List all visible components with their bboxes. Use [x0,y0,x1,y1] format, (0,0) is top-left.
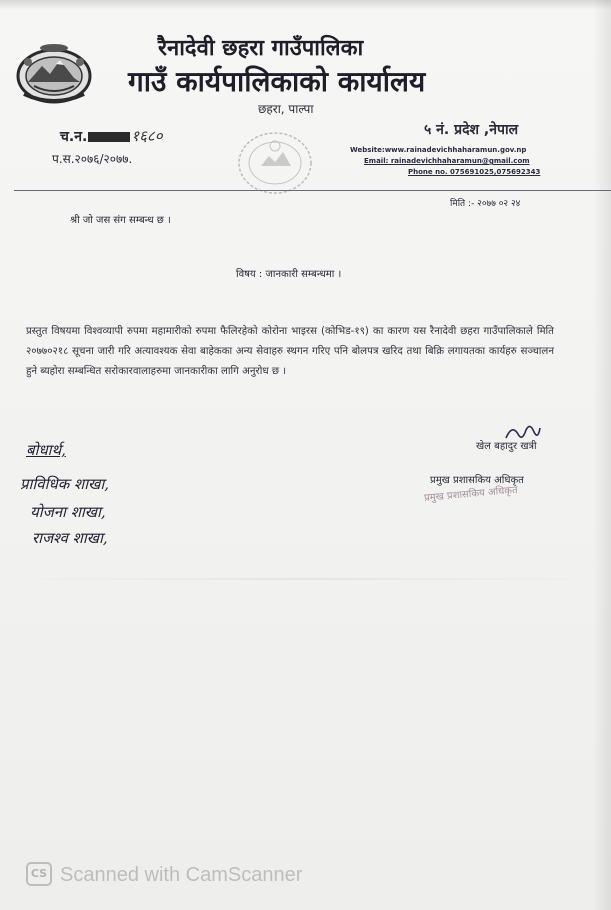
cc-heading: बोधार्थ, [26,441,66,459]
cc-item: राजश्व शाखा, [32,529,108,547]
office-stamp-icon [235,128,315,198]
phone-text: Phone no. 075691025,075692343 [408,168,541,176]
camscanner-watermark: Scanned with CamScanner [60,864,303,886]
cc-item: योजना शाखा, [30,503,106,521]
letter-number-prefix: च.न. [60,129,88,145]
addressee: श्री जो जस संग सम्बन्ध छ । [70,215,171,226]
letter-number-value: १६८० [131,127,163,145]
province: ५ नं. प्रदेश ,नेपाल [424,122,519,138]
signatory-title: प्रमुख प्रशासकिय अधिकृत [430,475,524,486]
paper-fold-shadow [0,578,611,580]
letter-number [60,126,163,146]
municipality-name: रैनादेवी छहरा गाउँपालिका [158,36,364,61]
office-location: छहरा, पाल्पा [258,102,314,116]
camscanner-logo-icon: CS [26,862,52,886]
cc-item: प्राविधिक शाखा, [20,475,110,493]
fiscal-year: प.स.२०७६/२०७७. [52,152,133,166]
signatory-name: खेल बहादुर खत्री [476,441,537,452]
nepal-emblem-icon [14,42,94,106]
redaction-mark [88,132,130,142]
letter-date: मिति :- २०७७ ०२ २४ [450,199,521,209]
subject-line: विषय : जानकारी सम्बन्धमा । [236,269,342,280]
signatory-stamp: प्रमुख प्रशासकिय अधिकृत [423,484,519,504]
letter-body: प्रस्तुत विषयमा विश्वव्यापी रुपमा महामारीको रुपमा फैलिरहेको कोरोना भाइरस (कोभिड-१९) का कारण यस रैनादेवी छहरा गाउँपालिकाले मिति २०७७०२१८ सूचना जारी गरि अत्यावश्यक सेवा बाहेकका अन्य सेवाहरु स्थगन गरिए पनि बोलपत्र खरिद तथा बिक्रि लगायतका कार्यहरु सञ्चालन हुने ब्यहोरा सम्बन्धित सरोकारवालाहरुमा जानकारीका लागि अनुरोध छ । [26,326,554,377]
email-text: Email: rainadevichhaharamun@gmail.com [364,157,530,165]
website-text: Website:www.rainadevichhaharamun.gov.np [350,146,527,154]
scan-edge-shadow [593,0,611,910]
letterhead-divider [14,190,611,191]
scan-top-shadow [0,0,611,10]
office-name: गाउँ कार्यपालिकाको कार्यालय [128,65,426,98]
